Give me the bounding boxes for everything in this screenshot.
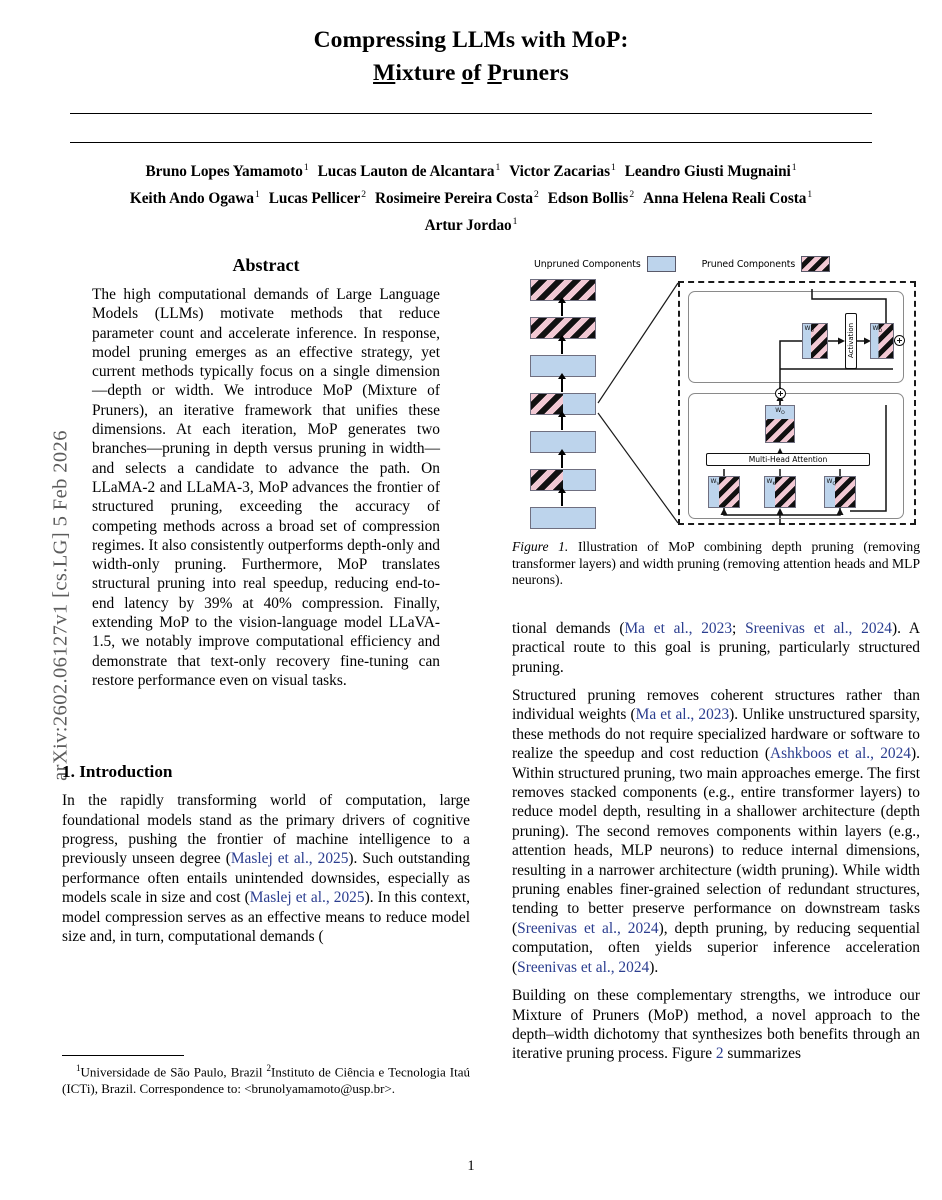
author-affil: 2 (629, 189, 635, 201)
figure-reference-link[interactable]: 2 (715, 1045, 724, 1063)
text-run: In the rapidly transforming world of computation, large foundational models stand as the primary drivers of cognitive progress, pushing the frontier of machine intelligence to a previously unseen degree ( (62, 792, 470, 868)
title-text-f: f (473, 60, 488, 86)
author-line-1 (62, 156, 880, 183)
footnote-divider (62, 1055, 184, 1056)
author-affil: 1 (512, 216, 518, 228)
multi-head-attention-box (706, 453, 870, 466)
author-affil: 1 (255, 189, 260, 201)
text-run: summarizes (723, 1045, 801, 1063)
title-underline-o: o (461, 60, 474, 86)
body-paragraph-continuation (512, 619, 920, 677)
citation-link[interactable]: Sreenivas et al., 2024 (745, 619, 892, 637)
legend-label-pruned: Pruned Components (701, 258, 796, 270)
title-text-ixture: ixture (395, 60, 462, 86)
author-line-3 (62, 210, 880, 237)
citation-link[interactable]: Ashkboos et al., 2024 (770, 745, 912, 763)
weight-block-w-v (708, 476, 740, 508)
author-name: Rosimeire Pereira Costa (374, 190, 533, 208)
title-text-runers: runers (501, 60, 569, 86)
arxiv-stamp: arXiv:2602.06127v1 [cs.LG] 5 Feb 2026 (49, 430, 72, 781)
section-heading-introduction: 1. Introduction (62, 762, 173, 782)
author-name: Leandro Giusti Mugnaini (624, 163, 791, 181)
layer-stack (530, 279, 626, 527)
author-name: Lucas Lauton de Alcantara (317, 163, 495, 181)
residual-add-attention-icon (775, 388, 786, 399)
right-column (512, 255, 920, 1064)
page-title (70, 24, 872, 90)
legend-swatch-pruned (801, 256, 830, 272)
text-run: ). A practical route to this goal is pruning, particularly structured pruning. (512, 619, 920, 676)
weight-block-w-out (765, 405, 795, 443)
weight-block-w-q (824, 476, 856, 508)
footnote-block (62, 1055, 470, 1097)
weight-label-w-q: W (826, 478, 833, 485)
figure-legend (534, 255, 920, 273)
abstract-heading: Abstract (232, 255, 300, 275)
author-name: Edson Bollis (547, 190, 629, 208)
author-name: Anna Helena Reali Costa (643, 190, 807, 208)
text-run: ). Such outstanding performance often entails unintended downsides, especially as models scale in size and cost ( (62, 850, 470, 907)
stack-arrow-icon (561, 378, 563, 392)
text-run: ). In this context, model compression serves as an effective means to reduce model size and, in turn, computational demands ( (62, 889, 470, 946)
intro-paragraph-1 (62, 791, 470, 946)
weight-label-w-v: W (710, 478, 717, 485)
layer-block-unpruned (530, 507, 596, 529)
activation-box (845, 313, 857, 369)
weight-subscript-k: K (772, 482, 776, 488)
author-affil: 1 (303, 162, 309, 173)
legend-label-unpruned: Unpruned Components (534, 258, 641, 270)
header-rule-top (70, 113, 872, 114)
footnote-text (62, 1060, 470, 1097)
weight-label-w-out: W (775, 407, 782, 414)
weight-label-w-up: W (804, 325, 811, 332)
author-affil: 1 (495, 162, 501, 173)
title-underline-p: P (487, 60, 502, 86)
citation-link[interactable]: Sreenivas et al., 2024 (517, 919, 659, 937)
author-affil: 2 (533, 189, 539, 201)
page-number: 1 (467, 1158, 475, 1174)
weight-block-w-up (802, 323, 828, 359)
text-run: ; (732, 619, 746, 637)
footnote-affil-1: Universidade de São Paulo, Brazil (80, 1064, 267, 1080)
title-line-1: Compressing LLMs with MoP: (313, 27, 629, 53)
title-line-2 (70, 57, 872, 90)
author-affil: 2 (361, 189, 366, 201)
author-name: Keith Ando Ogawa (129, 190, 254, 208)
footnote-marker-1: 1 (76, 1063, 81, 1073)
weight-subscript-d: D (878, 329, 882, 335)
citation-link[interactable]: Sreenivas et al., 2024 (517, 958, 650, 976)
weight-subscript-v: V (716, 482, 720, 488)
figure-caption-text: Illustration of MoP combining depth pruning (removing transformer layers) and width pruning (removing attention heads and MLP neurons). (512, 539, 921, 588)
text-run: ), depth pruning, by reducing sequential computation, often yields superior inference acceleration ( (512, 919, 920, 976)
author-name: Victor Zacarias (509, 163, 610, 181)
activation-label: Activation (847, 322, 855, 358)
stack-arrow-icon (561, 340, 563, 354)
text-run: Building on these complementary strengths, we introduce our Mixture of Pruners (MoP) method, a novel approach to the depth–width dichotomy that synthesizes both benefits through an iterative pruning process. Figure (512, 987, 920, 1063)
transformer-detail-panel (678, 281, 916, 525)
citation-link[interactable]: Ma et al., 2023 (624, 619, 733, 637)
citation-link[interactable]: Ma et al., 2023 (635, 706, 730, 724)
legend-swatch-unpruned (647, 256, 676, 272)
footnote-affil-2: Instituto de Ciência e Tecnologia Itaú (ICTi), Brazil. Correspondence to: <brunolyamamoto@usp.br>. (62, 1064, 470, 1096)
figure-1 (512, 255, 920, 527)
author-affil: 1 (610, 162, 616, 173)
author-name: Lucas Pellicer (268, 190, 361, 208)
weight-block-w-down (870, 323, 894, 359)
weight-label-w-k: W (766, 478, 773, 485)
left-column (62, 255, 470, 955)
abstract-text: The high computational demands of Large Language Models (LLMs) motivate methods that reduce parameter count and accelerate inference. In response, model pruning emerges as an effective strategy, yet current methods typically focus on a single dimension—depth or width. We introduce MoP (Mixture of Pruners), an iterative framework that unifies these dimensions. At each iteration, MoP generates two branches—pruning in depth versus pruning in width—and selects a candidate to advance the path. On LLaMA-2 and LLaMA-3, MoP advances the frontier of structured pruning, exceeding the accuracy of competing methods across a broad set of compression regimes. It also consistently outperforms depth-only and width-only pruning. Furthermore, MoP translates structural pruning into real speedup, reducing end-to-end latency by 39% at 40% compression. Finally, extending MoP to the vision-language model LLaVA-1.5, we notably improve computational efficiency and demonstrate that text-only recovery fine-tuning can restore performance even on visual tasks. (92, 286, 440, 689)
text-run: ). Within structured pruning, two main approaches emerge. The first removes stacked components (e.g., entire transformer layers) to reduce model depth, resulting in a shallower architecture (depth pruning). The second removes components within layers (e.g., attention heads, MLP neurons) to reduce internal dimensions, resulting in a narrower architecture (width pruning). While width pruning enables finer-grained selection of redundant structures, tending to better preserve performance on downstream tasks ( (512, 745, 920, 937)
footnote-marker-2: 2 (266, 1063, 272, 1073)
stack-arrow-icon (561, 492, 563, 506)
stack-arrow-icon (561, 302, 563, 316)
text-run: ). (649, 958, 659, 976)
author-list (62, 156, 880, 237)
author-affil: 1 (791, 162, 797, 173)
citation-link[interactable]: Maslej et al., 2025 (230, 850, 349, 868)
residual-add-mlp-icon (894, 335, 905, 346)
weight-block-w-k (764, 476, 796, 508)
figure-caption (512, 539, 920, 589)
author-name: Artur Jordao (424, 217, 512, 235)
title-underline-m: M (373, 60, 396, 86)
mha-label: Multi-Head Attention (748, 455, 828, 464)
body-paragraph-mop-intro (512, 986, 920, 1064)
figure-caption-label: Figure 1. (512, 539, 569, 554)
weight-label-w-down: W (872, 325, 879, 332)
weight-subscript-o: O (781, 411, 785, 417)
author-line-2 (62, 183, 880, 210)
citation-link[interactable]: Maslej et al., 2025 (249, 889, 365, 907)
text-run: tional demands ( (512, 619, 625, 637)
stack-arrow-icon (561, 454, 563, 468)
weight-subscript-q: Q (832, 482, 837, 488)
body-paragraph-structured-pruning (512, 686, 920, 977)
stack-arrow-icon (561, 416, 563, 430)
author-affil: 1 (807, 189, 813, 201)
weight-subscript-u: U (810, 329, 814, 335)
text-run: Structured pruning removes coherent structures rather than individual weights ( (512, 687, 920, 724)
header-rule-bottom (70, 142, 872, 143)
text-run: ). Unlike unstructured sparsity, these methods do not require specialized hardware or software to realize the speedup and cost reduction ( (512, 706, 921, 763)
author-name: Bruno Lopes Yamamoto (145, 163, 303, 181)
